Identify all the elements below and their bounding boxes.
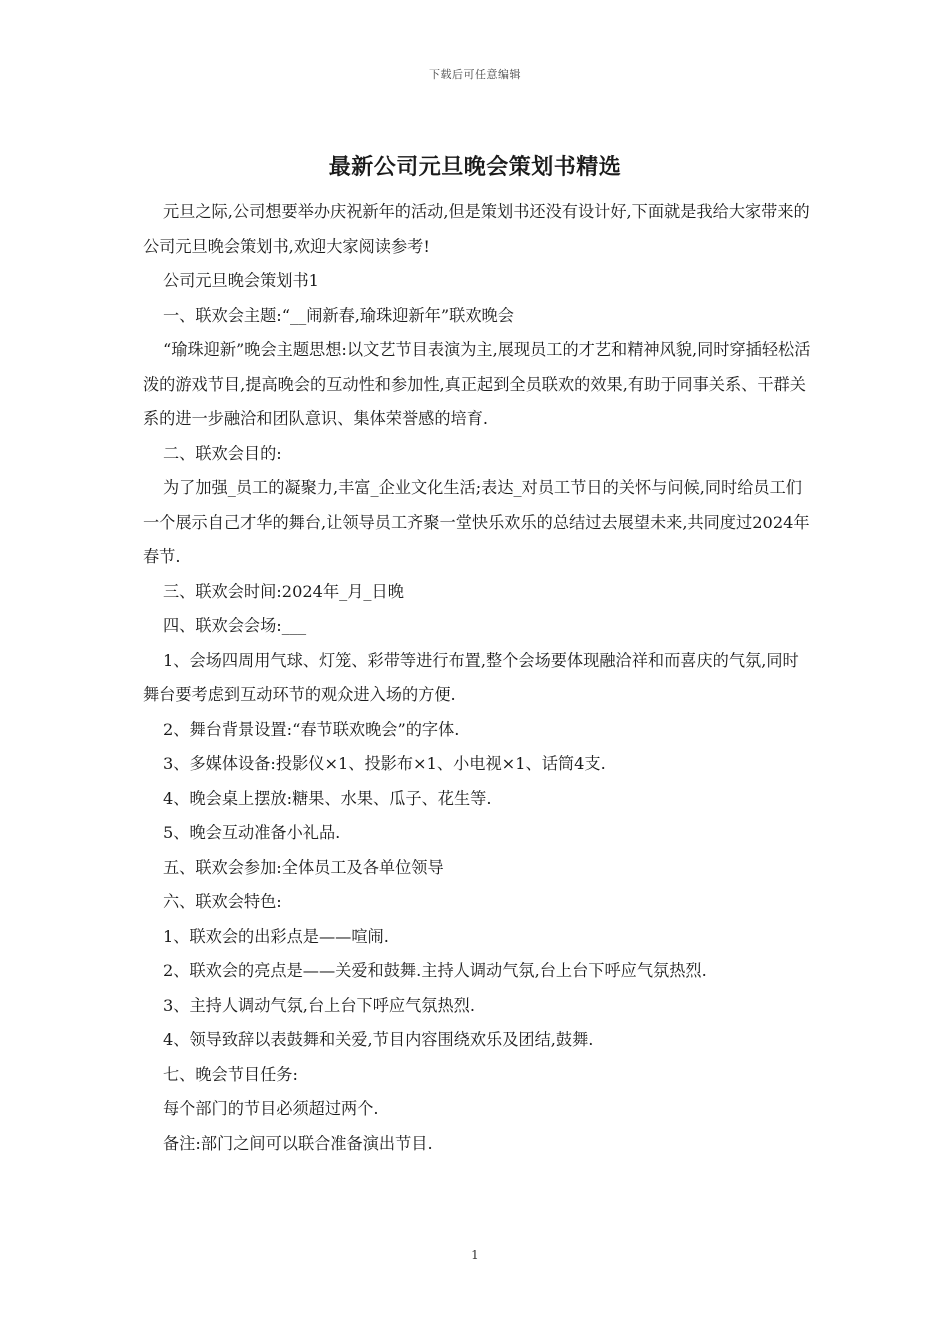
- paragraph-theme-idea: “瑜珠迎新”晚会主题思想:以文艺节目表演为主,展现员工的才艺和精神风貌,同时穿插轻松活泼的游戏节目,提高晚会的互动性和参加性,真正起到全员联欢的效果,有助于同事关系、干群关系的进一步融洽和团队意识、集体荣誉感的培育.: [143, 340, 811, 428]
- paragraph-feature-3: 3、主持人调动气氛,台上台下呼应气氛热烈.: [163, 995, 475, 1015]
- paragraph-theme: 一、联欢会主题:“__闹新春,瑜珠迎新年”联欢晚会: [163, 305, 514, 325]
- header-note: 下载后可任意编辑: [429, 68, 521, 81]
- paragraph-tasks-heading: 七、晚会节目任务:: [163, 1064, 298, 1084]
- paragraph-purpose: 为了加强_员工的凝聚力,丰富_企业文化生活;表达_对员工节日的关怀与问候,同时给员工们一个展示自己才华的舞台,让领导员工齐聚一堂快乐欢乐的总结过去展望未来,共同度过2024年春节.: [143, 478, 810, 566]
- paragraph-venue-3: 3、多媒体设备:投影仪×1、投影布×1、小电视×1、话筒4支.: [163, 754, 606, 773]
- paragraph-venue-4: 4、晚会桌上摆放:糖果、水果、瓜子、花生等.: [163, 788, 492, 808]
- page-number: 1: [471, 1248, 479, 1262]
- paragraph-participants: 五、联欢会参加:全体员工及各单位领导: [163, 857, 444, 877]
- paragraph-section-heading: 公司元旦晚会策划书1: [163, 271, 319, 290]
- paragraph-feature-1: 1、联欢会的出彩点是——喧闹.: [163, 926, 389, 946]
- paragraph-features-heading: 六、联欢会特色:: [163, 892, 282, 911]
- paragraph-time: 三、联欢会时间:2024年_月_日晚: [163, 581, 404, 601]
- paragraph-intro: 元旦之际,公司想要举办庆祝新年的活动,但是策划书还没有设计好,下面就是我给大家带来的公司元旦晚会策划书,欢迎大家阅读参考!: [143, 202, 810, 256]
- paragraph-venue-heading: 四、联欢会会场:___: [163, 616, 307, 635]
- paragraph-purpose-heading: 二、联欢会目的:: [163, 443, 282, 463]
- paragraph-venue-5: 5、晚会互动准备小礼品.: [163, 823, 341, 842]
- document-title: 最新公司元旦晚会策划书精选: [328, 154, 622, 180]
- paragraph-feature-2: 2、联欢会的亮点是——关爱和鼓舞.主持人调动气氛,台上台下呼应气氛热烈.: [163, 961, 707, 980]
- paragraph-note: 备注:部门之间可以联合准备演出节目.: [163, 1133, 433, 1153]
- document-body: [143, 195, 813, 1161]
- paragraph-venue-2: 2、舞台背景设置:“春节联欢晚会”的字体.: [163, 719, 460, 739]
- paragraph-venue-1: 1、会场四周用气球、灯笼、彩带等进行布置,整个会场要体现融洽祥和而喜庆的气氛,同时舞台要考虑到互动环节的观众进入场的方便.: [143, 650, 799, 704]
- paragraph-feature-4: 4、领导致辞以表鼓舞和关爱,节目内容围绕欢乐及团结,鼓舞.: [163, 1030, 594, 1049]
- paragraph-task-1: 每个部门的节目必须超过两个.: [163, 1099, 379, 1118]
